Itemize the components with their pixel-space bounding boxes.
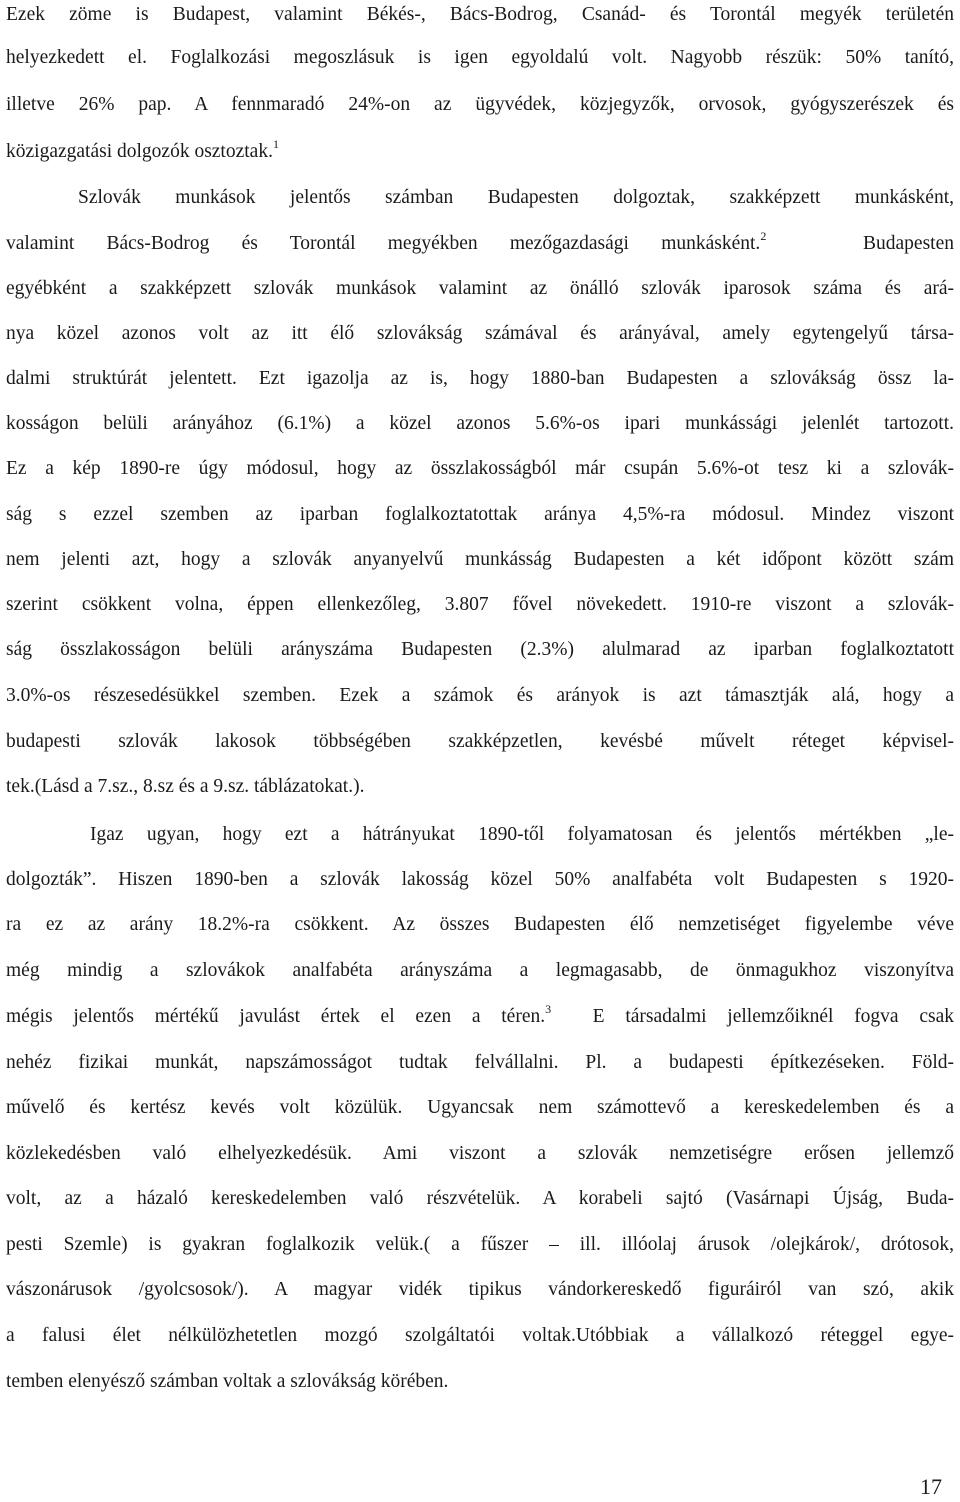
text-span: valamint Bács-Bodrog és Torontál megyékben mezőgazdasági munkásként. <box>6 233 761 254</box>
text-line: közlekedésben való elhelyezkedésük. Ami viszont a szlovák nemzetiségre erősen jellemző <box>6 1143 954 1164</box>
text-line: Szlovák munkások jelentős számban Budapesten dolgoztak, szakképzett munkásként, <box>78 187 954 208</box>
text-line: művelő és kertész kevés volt közülük. Ugyancsak nem számottevő a kereskedelemben és a <box>6 1097 954 1118</box>
text-line: ság összlakosságon belüli arányszáma Budapesten (2.3%) alulmarad az iparban foglalkoztatott <box>6 639 954 660</box>
footnote-ref: 1 <box>272 137 279 151</box>
footnote-ref: 2 <box>760 229 767 243</box>
text-line: 3.0%-os részesedésükkel szemben. Ezek a számok és arányok is azt támasztják alá, hogy a <box>6 685 954 706</box>
text-line: vászonárusok /gyolcsosok/). A magyar vidék tipikus vándorkereskedő figuráiról van szó, akik <box>6 1279 954 1300</box>
text-line: Ez a kép 1890-re úgy módosul, hogy az összlakosságból már csupán 5.6%-ot tesz ki a szlovák- <box>6 458 954 479</box>
text-line: Ezek zöme is Budapest, valamint Békés-, Bács-Bodrog, Csanád- és Torontál megyék területén <box>6 4 954 25</box>
text-span: E társadalmi jellemzőiknél fogva csak <box>592 1006 954 1027</box>
text-line: kosságon belüli arányához (6.1%) a közel azonos 5.6%-os ipari munkássági jelenlét tartozott. <box>6 413 954 434</box>
text-span: Budapesten <box>863 233 954 254</box>
text-line: egyébként a szakképzett szlovák munkások valamint az önálló szlovák iparosok száma és ará- <box>6 278 954 299</box>
text-line: még mindig a szlovákok analfabéta arányszáma a legmagasabb, de önmagukhoz viszonyítva <box>6 960 954 981</box>
text-line <box>6 137 954 164</box>
text-line: tek.(Lásd a 7.sz., 8.sz és a 9.sz. táblázatokat.). <box>6 776 365 797</box>
text-line: illetve 26% pap. A fennmaradó 24%-on az ügyvédek, közjegyzők, orvosok, gyógyszerészek és <box>6 94 954 115</box>
text-span: mégis jelentős mértékű javulást értek el ezen a téren. <box>6 1006 546 1027</box>
text-line: temben elenyésző számban voltak a szlovákság körében. <box>6 1371 449 1392</box>
text-line: nya közel azonos volt az itt élő szlovákság számával és arányával, amely egytengelyű társa- <box>6 323 954 344</box>
text-line: helyezkedett el. Foglalkozási megoszlásuk is igen egyoldalú volt. Nagyobb részük: 50% tanító, <box>6 47 954 68</box>
text-span: közigazgatási dolgozók osztoztak. <box>6 141 273 162</box>
text-line: ság s ezzel szemben az iparban foglalkoztatottak aránya 4,5%-ra módosul. Mindez viszont <box>6 504 954 525</box>
text-line: volt, az a házaló kereskedelemben való részvételük. A korabeli sajtó (Vasárnapi Újság, Buda- <box>6 1188 954 1209</box>
text-line: szerint csökkent volna, éppen ellenkezőleg, 3.807 fővel növekedett. 1910-re viszont a szlovák- <box>6 594 954 615</box>
text-line <box>6 229 954 256</box>
page-number: 17 <box>920 1474 942 1499</box>
text-line: nem jelenti azt, hogy a szlovák anyanyelvű munkásság Budapesten a két időpont között szám <box>6 549 954 570</box>
text-line: a falusi élet nélkülözhetetlen mozgó szolgáltatói voltak.Utóbbiak a vállalkozó réteggel egye- <box>6 1325 954 1346</box>
text-line: ra ez az arány 18.2%-ra csökkent. Az összes Budapesten élő nemzetiséget figyelembe véve <box>6 914 954 935</box>
text-line: dalmi struktúrát jelentett. Ezt igazolja az is, hogy 1880-ban Budapesten a szlovákság össz la- <box>6 368 954 389</box>
footnote-ref: 3 <box>545 1002 552 1016</box>
text-line: nehéz fizikai munkát, napszámosságot tudtak felvállalni. Pl. a budapesti építkezéseken. Föld- <box>6 1052 954 1073</box>
text-line: budapesti szlovák lakosok többségében szakképzetlen, kevésbé művelt réteget képvisel- <box>6 731 954 752</box>
text-line: Igaz ugyan, hogy ezt a hátrányukat 1890-től folyamatosan és jelentős mértékben „le- <box>90 824 954 845</box>
text-line: pesti Szemle) is gyakran foglalkozik velük.( a fűszer – ill. illóolaj árusok /olejkárok/, drótosok, <box>6 1234 954 1255</box>
text-line <box>6 1002 954 1029</box>
text-line: dolgozták”. Hiszen 1890-ben a szlovák lakosság közel 50% analfabéta volt Budapesten s 1920- <box>6 869 954 890</box>
